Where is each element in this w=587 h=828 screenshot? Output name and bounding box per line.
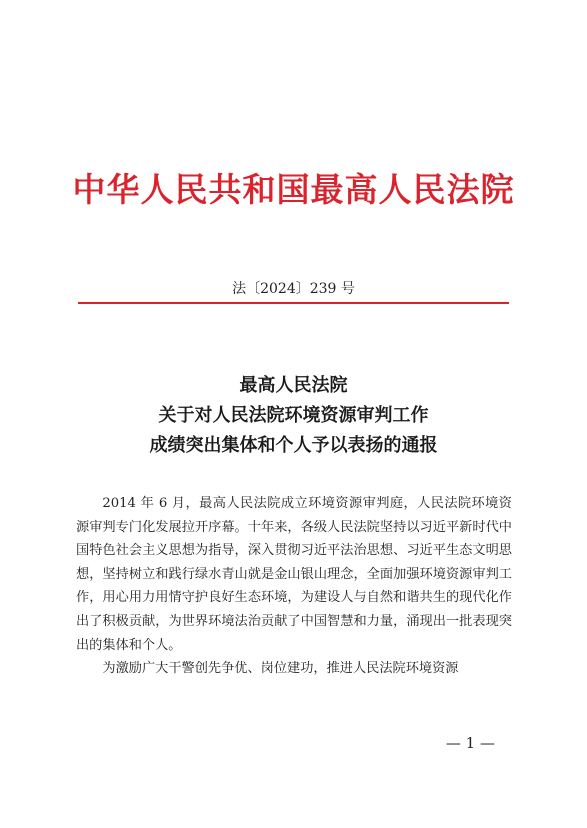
red-divider-line [78,302,509,304]
document-number: 法〔2024〕239 号 [232,281,355,297]
document-body [76,492,512,681]
title-line-2: 关于对人民法院环境资源审判工作 [158,405,429,426]
title-line-3: 成绩突出集体和个人予以表扬的通报 [149,435,438,456]
page-number: — 1 — [445,734,495,752]
body-paragraph-2: 为激励广大干警创先争优、岗位建功，推进人民法院环境资源 [102,661,459,677]
title-line-1: 最高人民法院 [239,375,348,396]
body-paragraph-1: 2014 年 6 月，最高人民法院成立环境资源审判庭，人民法院环境资源审判专门化发展拉开序幕。十年来，各级人民法院坚持以习近平新时代中国特色社会主义思想为指导，深入贯彻习近平法治思想、习近平生态文明思想，坚持树立和践行绿水青山就是金山银山理念，全面加强环境资源审判工作，用心用力用情守护良好生态环境，为建设人与自然和谐共生的现代化作出了积极贡献，为世界环境法治贡献了中国智慧和力量，涌现出一批表现突出的集体和个人。 [76,496,512,653]
document-title [0,371,587,461]
issuer-header: 中华人民共和国最高人民法院 [72,170,515,209]
